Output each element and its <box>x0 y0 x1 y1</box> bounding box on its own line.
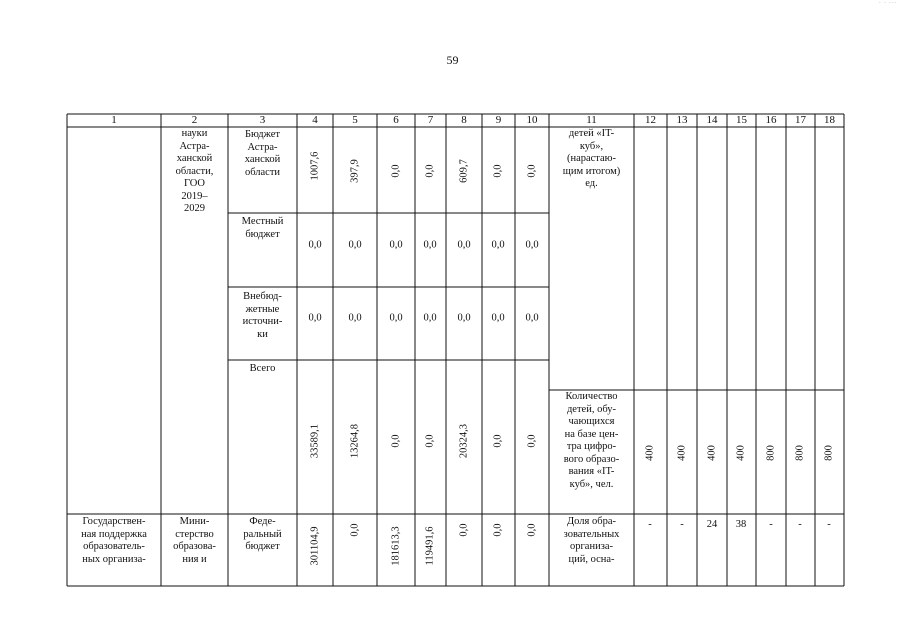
value-federal-col6: 181613,3 <box>390 526 402 566</box>
funding-source-regional-budget: Бюджет Астра- ханской области <box>244 129 281 178</box>
value-federal-col9: 0,0 <box>492 523 504 537</box>
target-share-col18: - <box>827 519 831 530</box>
column-number-4: 4 <box>312 114 318 126</box>
value-local-col10: 0,0 <box>525 239 539 251</box>
value-regional-col4: 1007,6 <box>309 151 321 181</box>
value-federal-col5: 0,0 <box>349 523 361 537</box>
value-extrabudget-col9: 0,0 <box>491 312 505 324</box>
funding-source-extrabudgetary: Внебюд- жетные источни- ки <box>242 291 283 340</box>
target-share-col17: - <box>798 519 802 530</box>
value-local-col6: 0,0 <box>389 239 403 251</box>
value-total-col9: 0,0 <box>492 434 504 448</box>
target-share-col12: - <box>648 519 652 530</box>
target-children-col12: 400 <box>644 445 656 461</box>
column-number-10: 10 <box>526 114 538 126</box>
column-number-17: 17 <box>795 114 806 126</box>
funding-source-local-budget: Местный бюджет <box>241 216 284 240</box>
column-number-6: 6 <box>393 114 399 126</box>
column-number-7: 7 <box>427 114 434 126</box>
value-local-col5: 0,0 <box>348 239 362 251</box>
target-children-col13: 400 <box>676 445 688 461</box>
column-number-13: 13 <box>676 114 688 126</box>
column-number-12: 12 <box>645 114 656 126</box>
target-share-col16: - <box>769 519 773 530</box>
value-regional-col9: 0,0 <box>492 164 504 178</box>
funding-source-federal-budget: Феде- ральный бюджет <box>243 516 282 552</box>
value-extrabudget-col6: 0,0 <box>389 312 403 324</box>
target-share-col13: - <box>680 519 684 530</box>
indicator-it-cube-continuation: детей «IT- куб», (нарастаю- щим итогом) ед. <box>562 128 621 189</box>
column-number-9: 9 <box>495 114 502 126</box>
column-number-3: 3 <box>259 114 266 126</box>
target-children-col15: 400 <box>735 445 747 461</box>
value-extrabudget-col5: 0,0 <box>348 312 362 324</box>
value-local-col4: 0,0 <box>308 239 322 251</box>
target-children-col17: 800 <box>794 445 806 461</box>
value-extrabudget-col7: 0,0 <box>423 312 437 324</box>
column-number-18: 18 <box>824 114 835 126</box>
value-regional-col8: 609,7 <box>458 159 470 183</box>
block2-activity-name: Государствен- ная поддержка образователь- ных организа- <box>81 516 147 565</box>
value-federal-col4: 301104,9 <box>309 526 321 566</box>
column-number-15: 15 <box>736 114 747 126</box>
column-number-5: 5 <box>352 114 358 126</box>
value-total-col6: 0,0 <box>390 434 402 448</box>
target-share-col14: 24 <box>706 519 718 530</box>
value-federal-col10: 0,0 <box>526 523 538 537</box>
value-local-col8: 0,0 <box>457 239 471 251</box>
value-regional-col6: 0,0 <box>390 164 402 178</box>
block1-program-name: науки Астра- ханской области, ГОО 2019– 2029 <box>175 128 214 214</box>
value-total-col8: 20324,3 <box>458 423 470 459</box>
value-local-col7: 0,0 <box>423 239 437 251</box>
target-children-col14: 400 <box>706 445 718 461</box>
column-number-16: 16 <box>765 114 777 126</box>
target-children-col18: 800 <box>823 445 835 461</box>
value-extrabudget-col4: 0,0 <box>308 312 322 324</box>
column-number-8: 8 <box>461 114 467 126</box>
value-regional-col7: 0,0 <box>424 164 436 178</box>
value-extrabudget-col8: 0,0 <box>457 312 471 324</box>
value-federal-col8: 0,0 <box>458 523 470 537</box>
funding-source-total: Всего <box>249 363 276 374</box>
value-federal-col7: 119491,6 <box>424 526 436 566</box>
indicator-share-organizations: Доля обра- зовательных организа- ций, осна- <box>563 516 620 565</box>
page-number: 59 <box>446 53 459 67</box>
column-number-2: 2 <box>191 114 198 126</box>
column-number-14: 14 <box>706 114 718 126</box>
value-regional-col10: 0,0 <box>526 164 538 178</box>
value-extrabudget-col10: 0,0 <box>525 312 539 324</box>
target-share-col15: 38 <box>735 519 747 530</box>
corner-scan-mark: - - --- <box>878 0 897 6</box>
target-children-col16: 800 <box>765 445 777 461</box>
column-number-1: 1 <box>111 114 117 126</box>
value-total-col4: 33589,1 <box>309 423 321 459</box>
value-local-col9: 0,0 <box>491 239 505 251</box>
indicator-children-it-cube: Количество детей, обу- чающихся на базе цен- тра цифро- вого образо- вания «IT- куб», чел. <box>563 391 620 490</box>
value-total-col5: 13264,8 <box>349 423 361 459</box>
block2-executor: Мини- стерство образова- ния и <box>173 516 216 565</box>
value-total-col10: 0,0 <box>526 434 538 448</box>
column-number-11: 11 <box>586 114 597 126</box>
value-total-col7: 0,0 <box>424 434 436 448</box>
value-regional-col5: 397,9 <box>349 159 361 183</box>
